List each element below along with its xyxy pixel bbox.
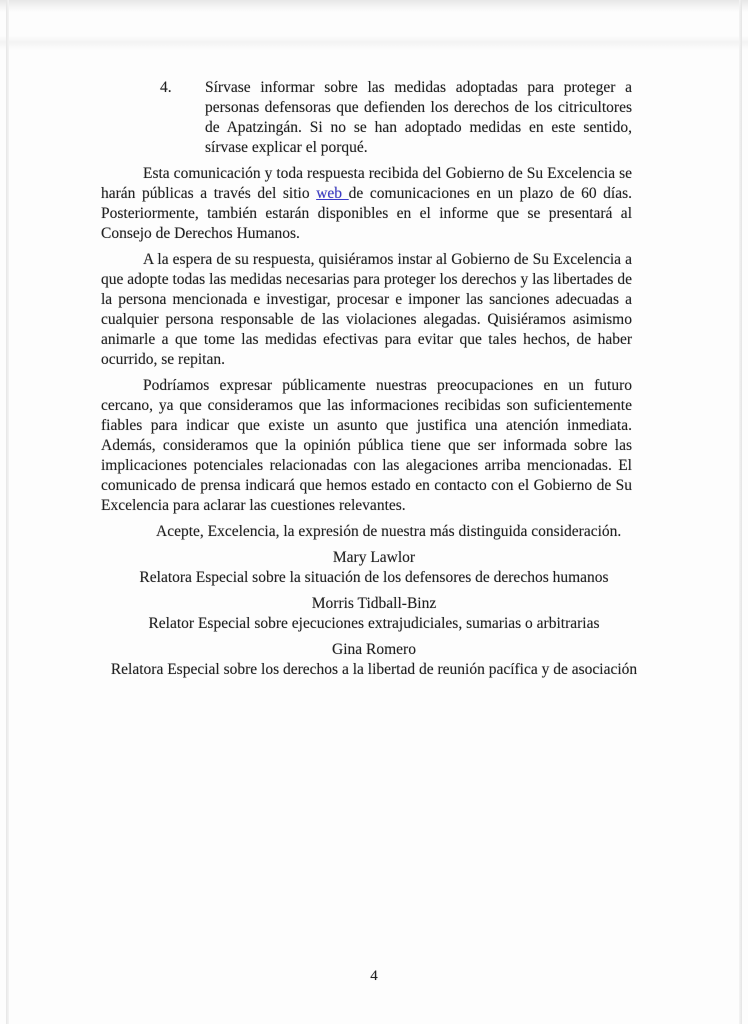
signature-block <box>0 594 748 634</box>
paragraph-public-statement: Podríamos expresar públicamente nuestras preocupaciones en un futuro cercano, ya que consideramos que las informaciones recibidas son suficientemente fiables para indicar que existe un asunto que justifica una atención inmediata. Además, consideramos que la opinión pública tiene que ser informada sobre las implicaciones potenciales relacionadas con las alegaciones arriba mencionadas. El comunicado de prensa indicará que hemos estado en contacto con el Gobierno de Su Excelencia para aclarar las cuestiones relevantes. <box>101 377 632 514</box>
signatory-name: Morris Tidball-Binz <box>311 595 437 612</box>
scan-left-edge <box>6 0 9 1024</box>
signature-block <box>0 640 748 680</box>
signature-list <box>0 548 748 680</box>
scan-top-shadow <box>0 0 748 12</box>
signatory-title: Relator Especial sobre ejecuciones extrajudiciales, sumarias o arbitrarias <box>148 615 600 632</box>
list-item-text: Sírvase informar sobre las medidas adoptadas para proteger a personas defensoras que defienden los derechos de los citricultores de Apatzingán. Si no se han adoptado medidas en este sentido, sírvase explicar el porqué. <box>205 79 632 156</box>
document-body <box>101 78 638 680</box>
paragraph-communication-before-link: Esta comunicación y toda respuesta recibida del Gobierno de Su Excelencia se harán públicas a través del sitio <box>101 165 632 202</box>
signatory-name: Mary Lawlor <box>332 549 416 566</box>
closing-salutation: Acepte, Excelencia, la expresión de nuestra más distinguida consideración. <box>156 523 622 540</box>
list-item-number: 4. <box>160 79 172 96</box>
paragraph-communication <box>101 164 632 244</box>
signatory-title: Relatora Especial sobre la situación de los defensores de derechos humanos <box>139 569 609 586</box>
scan-right-edge <box>739 0 742 1024</box>
web-link[interactable]: web <box>316 185 349 202</box>
list-item-4 <box>160 78 632 158</box>
signatory-name: Gina Romero <box>332 641 416 658</box>
paragraph-communication-after-link: de comunicaciones en un plazo de 60 días. Posteriormente, también estarán disponibles en el informe que se presentará al Consejo de Derechos Humanos. <box>101 185 633 242</box>
signature-block <box>0 548 748 588</box>
scan-band-artifact <box>0 36 748 50</box>
signatory-title: Relatora Especial sobre los derechos a la libertad de reunión pacífica y de asociación <box>110 661 638 678</box>
paragraph-urge-measures: A la espera de su respuesta, quisiéramos instar al Gobierno de Su Excelencia a que adopte todas las medidas necesarias para proteger los derechos y las libertades de la persona mencionada e investigar, procesar e imponer las sanciones adecuadas a cualquier persona responsable de las violaciones alegadas. Quisiéramos asimismo animarle a que tome las medidas efectivas para evitar que tales hechos, de haber ocurrido, se repitan. <box>101 251 632 368</box>
page-number: 4 <box>370 968 378 984</box>
